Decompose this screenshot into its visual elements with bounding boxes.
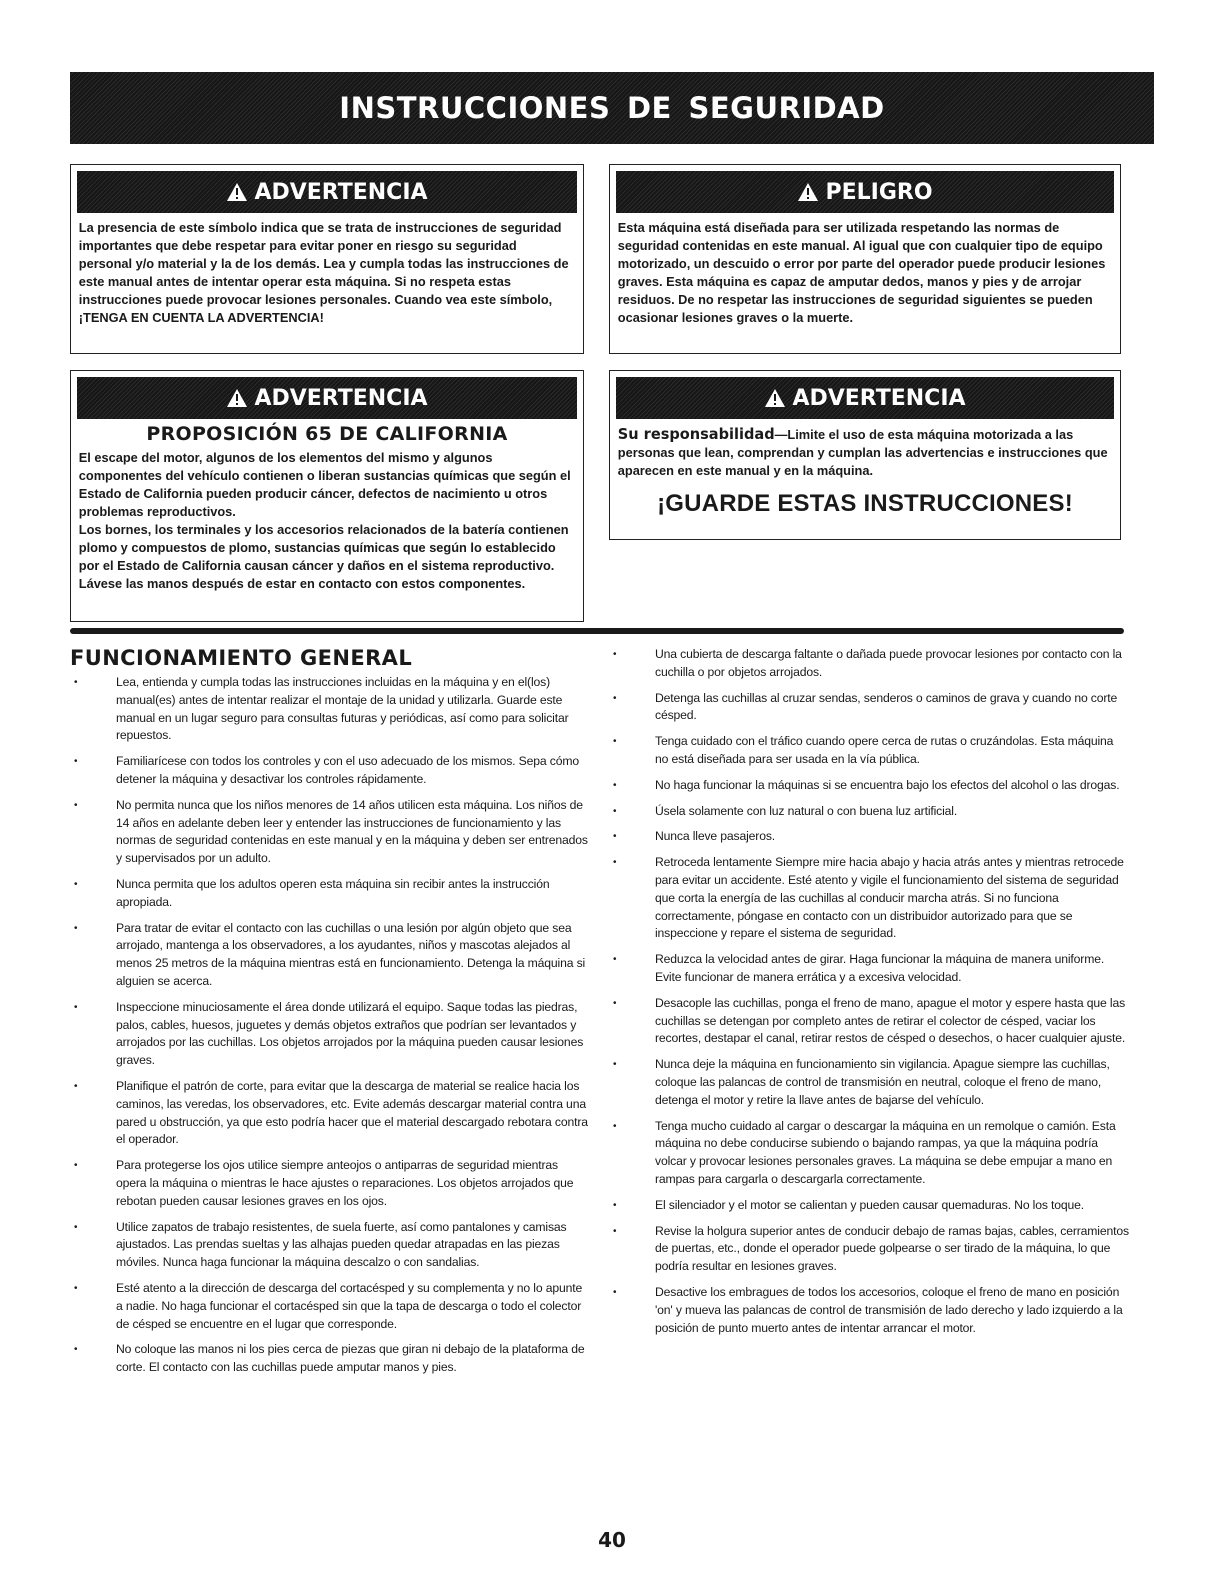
list-item: • Una cubierta de descarga faltante o dañada puede provocar lesiones por contacto con la cuchilla o por objetos arrojados.	[609, 646, 1129, 682]
california-paragraph-2: Los bornes, los terminales y los accesorios relacionados de la batería contienen plomo y compuestos de plomo, sustancias químicas que según lo establecido por el Estado de California causan cáncer y daños en el sistema reproductivo. Lávese las manos después de estar en contacto con estos componentes.	[78, 522, 569, 591]
list-item: • Inspeccione minuciosamente el área donde utilizará el equipo. Saque todas las piedras, palos, cables, huesos, juguetes y demás objetos extraños que podrían ser levantados y arrojados por las cuchillas. Los objetos arrojados por la máquina pueden causar lesiones graves.	[70, 999, 590, 1070]
california-header	[77, 377, 577, 419]
list-item: • Para protegerse los ojos utilice siempre anteojos o antiparras de seguridad mientras opera la máquina o mientras le hace ajustes o reparaciones. Los objetos arrojados que rebotan pueden causar lesiones graves en los ojos.	[70, 1157, 590, 1210]
danger-triangle-icon	[797, 182, 819, 202]
page-title: INSTRUCCIONES DE SEGURIDAD	[339, 91, 885, 125]
list-item: • Lea, entienda y cumpla todas las instrucciones incluidas en la máquina y en el(los) manual(es) antes de intentar realizar el montaje de la unidad y utilizarla. Guarde este manual en un lugar seguro para consultas futuras y periódicas, así como para solicitar repuestos.	[70, 674, 590, 745]
danger-text: Esta máquina está diseñada para ser utilizada respetando las normas de seguridad contenidas en este manual. Al igual que con cualquier tipo de equipo motorizado, un descuido o error por parte del operador puede producir lesiones graves. Esta máquina es capaz de amputar dedos, manos y pies y de arrojar residuos. De no respetar las instrucciones de seguridad siguientes se pueden ocasionar lesiones graves o la muerte.	[617, 220, 1106, 325]
responsibility-title: Su responsabilidad	[617, 425, 775, 443]
list-item: • Esté atento a la dirección de descarga del cortacésped y su complementa y no lo apunte a nadie. No haga funcionar el cortacésped sin que la tapa de descarga o todo el colector de césped se encuentre en el lugar que corresponde.	[70, 1280, 590, 1333]
list-item: • Tenga cuidado con el tráfico cuando opere cerca de rutas o cruzándolas. Esta máquina no está diseñada para ser usada en la vía pública.	[609, 733, 1129, 769]
list-item: • Detenga las cuchillas al cruzar sendas, senderos o caminos de grava y cuando no corte césped.	[609, 690, 1129, 726]
list-item: • Revise la holgura superior antes de conducir debajo de ramas bajas, cables, cerramientos de puertas, etc., donde el operador puede golpearse o ser tirado de la máquina, lo que podría resultar en lesiones graves.	[609, 1223, 1129, 1276]
section-divider	[70, 628, 1124, 634]
section-title: FUNCIONAMIENTO GENERAL	[70, 646, 413, 670]
warning-text: La presencia de este símbolo indica que se trata de instrucciones de seguridad importantes que debe respetar para evitar poner en riesgo su seguridad personal y/o material y la de los demás. Lea y cumpla todas las instrucciones de este manual antes de intentar operar esta máquina. Si no respeta estas instrucciones puede provocar lesiones personales. Cuando vea este símbolo, ¡TENGA EN CUENTA LA ADVERTENCIA!	[78, 220, 569, 325]
danger-header-label: PELIGRO	[825, 179, 933, 205]
right-column	[609, 646, 1129, 1345]
list-item: • Planifique el patrón de corte, para evitar que la descarga de material se realice hacia los caminos, las veredas, los observadores, etc. Evite además descargar material contra una pared u obstrucción, ya que esto podría hacer que el material descargado rebotara contra el operador.	[70, 1078, 590, 1149]
warning-box	[70, 164, 584, 354]
right-bullet-list	[609, 646, 1129, 1337]
warning-header	[77, 171, 577, 213]
list-item: • Retroceda lentamente Siempre mire hacia abajo y hacia atrás antes y mientras retrocede para evitar un accidente. Esté atento y vigile el funcionamiento del sistema de seguridad que corta la energía de las cuchillas al conducir marcha atrás. Si no funciona correctamente, póngase en contacto con un distribuidor autorizado para que se inspeccione y repare el sistema de seguridad.	[609, 854, 1129, 943]
page-number: 40	[598, 1528, 626, 1552]
list-item: • No haga funcionar la máquinas si se encuentra bajo los efectos del alcohol o las drogas.	[609, 777, 1129, 795]
save-instructions-notice: ¡GUARDE ESTAS INSTRUCCIONES!	[657, 490, 1073, 517]
list-item: • No permita nunca que los niños menores de 14 años utilicen esta máquina. Los niños de 14 años en adelante deben leer y entender las instrucciones de funcionamiento y las normas de seguridad contenidas en este manual y en la máquina y deben ser entrenados y supervisados por un adulto.	[70, 797, 590, 868]
list-item: • Tenga mucho cuidado al cargar o descargar la máquina en un remolque o camión. Esta máquina no debe conducirse subiendo o bajando rampas, ya que la máquina podría volcar y provocar lesiones personales graves. La máquina se debe empujar a mano en rampas para cargarla o descargarla correctamente.	[609, 1118, 1129, 1189]
danger-box	[609, 164, 1121, 354]
list-item: • Desacople las cuchillas, ponga el freno de mano, apague el motor y espere hasta que las cuchillas se detengan por completo antes de retirar el colector de césped, vaciar los recortes, destapar el canal, retirar restos de césped o desechos, o hacer cualquier ajuste.	[609, 995, 1129, 1048]
responsibility-box	[609, 370, 1121, 540]
list-item: • Familiarícese con todos los controles y con el uso adecuado de los mismos. Sepa cómo detener la máquina y desactivar los controles rápidamente.	[70, 753, 590, 789]
list-item: • Nunca lleve pasajeros.	[609, 828, 1129, 846]
list-item: • Para tratar de evitar el contacto con las cuchillas o una lesión por algún objeto que sea arrojado, mantenga a los observadores, a los ayudantes, niños y mascotas alejados al menos 25 metros de la máquina mientras está en funcionamiento. Detenga la máquina si alguien se acerca.	[70, 920, 590, 991]
responsibility-header-label: ADVERTENCIA	[792, 385, 966, 411]
list-item: • Desactive los embragues de todos los accesorios, coloque el freno de mano en posición 'on' y mueva las palancas de control de transmisión de lado derecho y lado izquierdo a la posición de punto muerto antes de intentar arrancar el motor.	[609, 1284, 1129, 1337]
left-bullet-list	[70, 674, 590, 1377]
responsibility-triangle-icon	[764, 388, 786, 408]
warning-triangle-icon	[226, 182, 248, 202]
california-paragraph-1: El escape del motor, algunos de los elementos del mismo y algunos componentes del vehículo contienen o liberan sustancias químicas que según el Estado de California pueden producir cáncer, defectos de nacimiento u otros problemas reproductivos.	[78, 450, 571, 519]
warning-header-label: ADVERTENCIA	[254, 179, 428, 205]
responsibility-text: —Limite el uso de esta máquina motorizada a las personas que lean, comprendan y cumplan las advertencias e instrucciones que aparecen en este manual y en la máquina.	[617, 427, 1108, 478]
list-item: • Úsela solamente con luz natural o con buena luz artificial.	[609, 803, 1129, 821]
list-item: • No coloque las manos ni los pies cerca de piezas que giran ni debajo de la plataforma de corte. El contacto con las cuchillas puede amputar manos y pies.	[70, 1341, 590, 1377]
california-subtitle: PROPOSICIÓN 65 DE CALIFORNIA	[146, 423, 508, 445]
left-column	[70, 674, 590, 1385]
list-item: • Nunca permita que los adultos operen esta máquina sin recibir antes la instrucción apropiada.	[70, 876, 590, 912]
list-item: • Utilice zapatos de trabajo resistentes, de suela fuerte, así como pantalones y camisas ajustados. Las prendas sueltas y las alhajas pueden quedar atrapadas en las piezas móviles. Nunca haga funcionar la máquina descalzo o con sandalias.	[70, 1219, 590, 1272]
list-item: • Reduzca la velocidad antes de girar. Haga funcionar la máquina de manera uniforme. Evite funcionar de manera errática y a excesiva velocidad.	[609, 951, 1129, 987]
california-triangle-icon	[226, 388, 248, 408]
list-item: • Nunca deje la máquina en funcionamiento sin vigilancia. Apague siempre las cuchillas, coloque las palancas de control de transmisión en neutral, coloque el freno de mano, detenga el motor y retire la llave antes de bajarse del vehículo.	[609, 1056, 1129, 1109]
title-banner	[70, 72, 1154, 144]
california-box	[70, 370, 584, 622]
list-item: • El silenciador y el motor se calientan y pueden causar quemaduras. No los toque.	[609, 1197, 1129, 1215]
california-header-label: ADVERTENCIA	[254, 385, 428, 411]
responsibility-header	[616, 377, 1114, 419]
danger-header	[616, 171, 1114, 213]
